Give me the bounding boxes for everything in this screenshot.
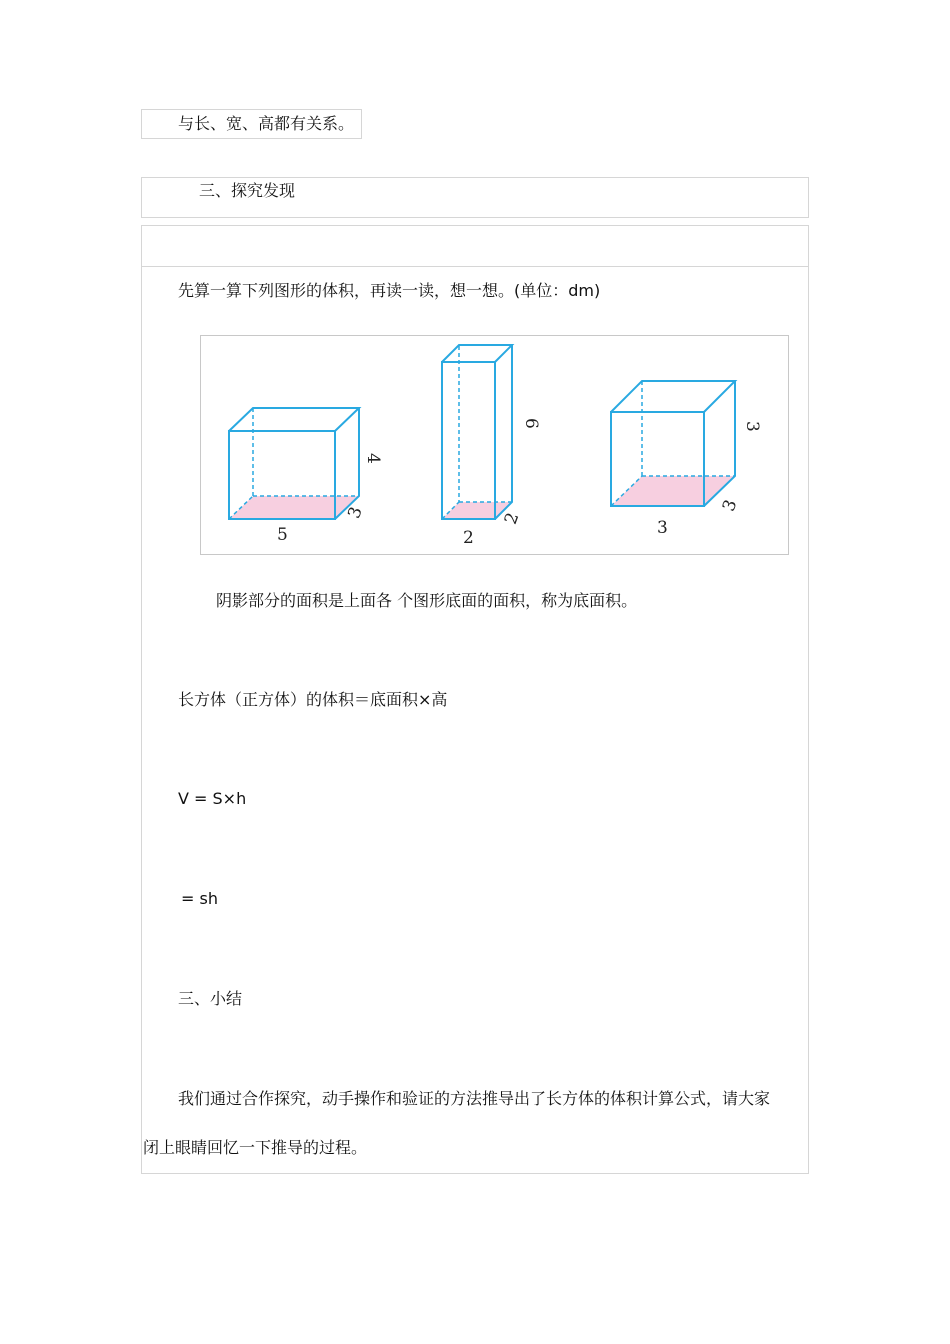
- task-instruction: 先算一算下列图形的体积，再读一读，想一想。(单位：dm): [178, 281, 601, 300]
- cuboid-3-length-label: 3: [657, 518, 668, 538]
- section-summary-heading: 三、小结: [178, 989, 243, 1008]
- volume-formula-words: 长方体（正方体）的体积＝底面积×高: [178, 690, 448, 709]
- cuboid-2-length-label: 2: [463, 528, 474, 548]
- cuboid-1-length-label: 5: [277, 525, 288, 545]
- summary-line-1: 我们通过合作探究，动手操作和验证的方法推导出了长方体的体积计算公式，请大家: [178, 1089, 771, 1108]
- cuboid-3-width-label: 3: [718, 497, 742, 515]
- cuboid-2-width-label: 2: [500, 510, 524, 528]
- cuboid-figure: [200, 335, 789, 555]
- cuboid-3-base: [611, 476, 735, 506]
- cuboid-2: [442, 345, 541, 548]
- summary-line-2: 闭上眼睛回忆一下推导的过程。: [143, 1138, 368, 1157]
- volume-formula-symbolic: V = S×h: [178, 789, 247, 808]
- volume-formula-short: = sh: [181, 889, 218, 908]
- cuboid-1-width-label: 3: [344, 504, 367, 522]
- cuboid-figure-svg: [201, 336, 790, 556]
- content-divider-left: [141, 310, 142, 562]
- intro-tail-text: 与长、宽、高都有关系。: [178, 114, 355, 133]
- cuboid-3-height-label: 3: [742, 421, 762, 432]
- blank-cell: [141, 225, 809, 267]
- cuboid-2-height-label: 6: [521, 418, 541, 429]
- cuboid-1-height-label: 4: [363, 453, 383, 464]
- content-divider-right: [808, 310, 809, 562]
- cuboid-3: [611, 381, 762, 538]
- cuboid-1: [229, 408, 383, 545]
- section-explore-heading: 三、探究发现: [199, 181, 296, 200]
- shaded-area-note: 阴影部分的面积是上面各 个图形底面的面积，称为底面积。: [216, 591, 638, 610]
